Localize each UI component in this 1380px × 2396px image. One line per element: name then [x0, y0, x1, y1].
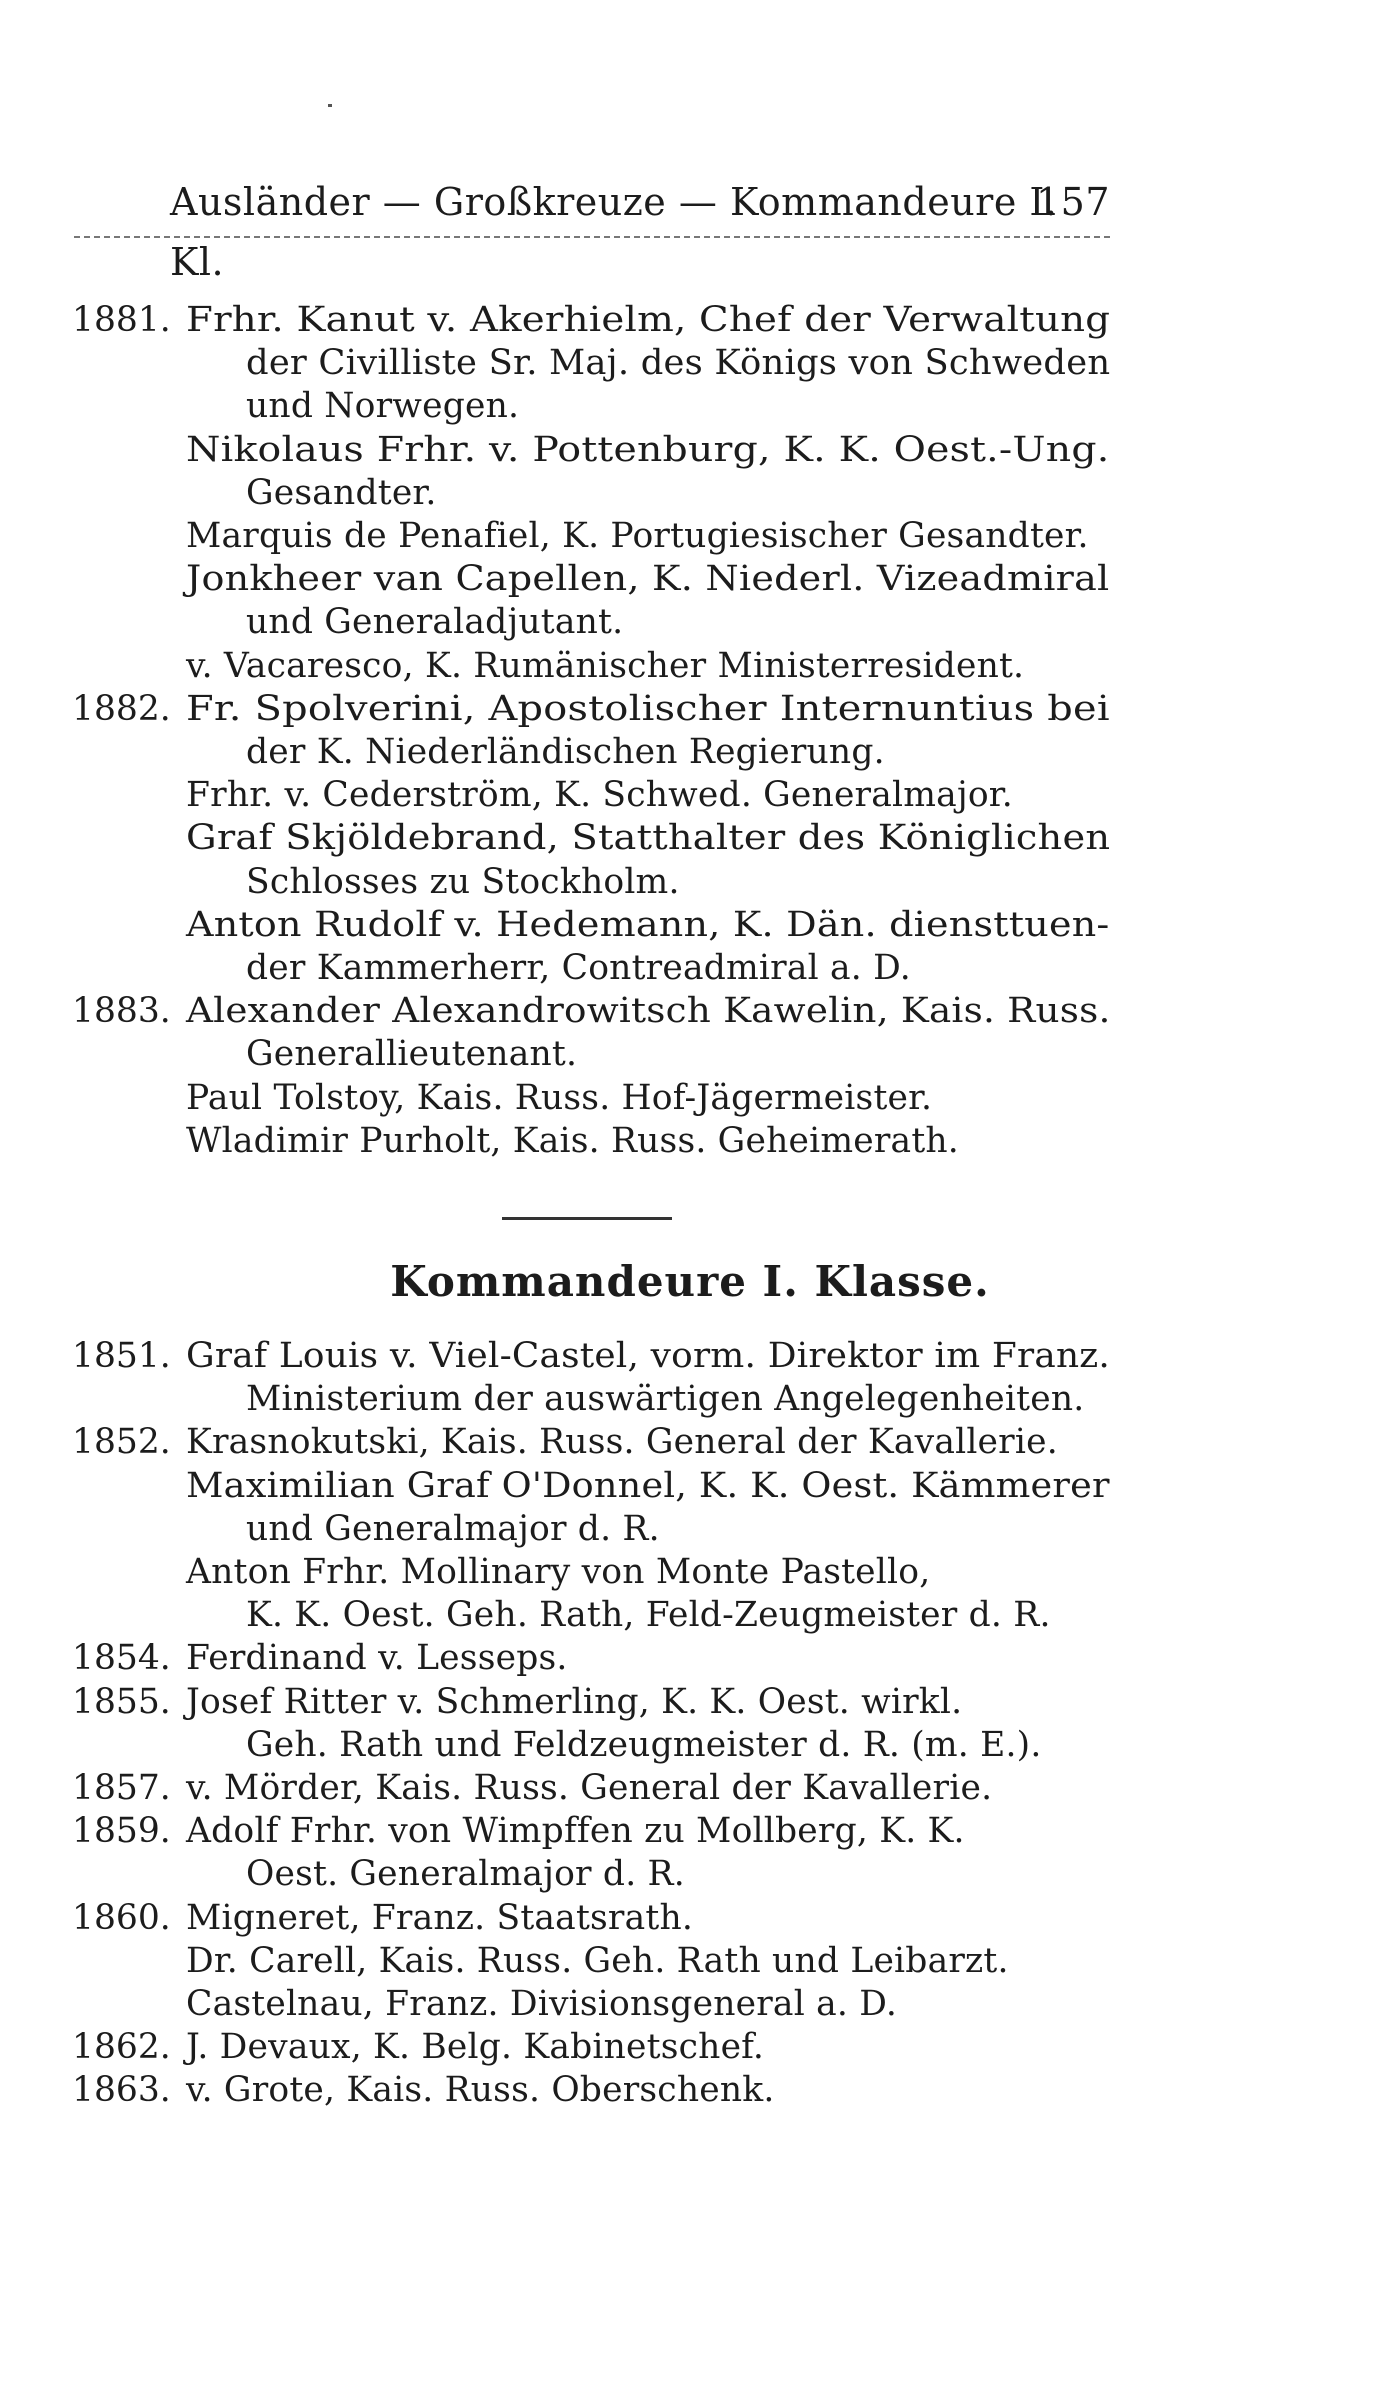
entry-continuation-line: der K. Niederländischen Regierung.	[246, 732, 885, 772]
entry-continuation-line: und Norwegen.	[246, 386, 520, 427]
entry-line: v. Mörder, Kais. Russ. General der Kavallerie.	[186, 1768, 993, 1808]
entry-year: 1862.	[72, 2027, 171, 2068]
section-divider	[502, 1217, 672, 1220]
entry-continuation-line: der Civilliste Sr. Maj. des Königs von Schweden	[246, 343, 1111, 384]
entry-line: Fr. Spolverini, Apostolischer Internuntius bei	[186, 688, 1110, 729]
entry-line: Ferdinand v. Lesseps.	[186, 1638, 568, 1679]
entry-continuation-line: Generallieutenant.	[246, 1034, 578, 1075]
entry-continuation-line: Oest. Generalmajor d. R.	[246, 1854, 685, 1895]
entry-line: Anton Rudolf v. Hedemann, K. Dän. diensttuen-	[186, 904, 1110, 945]
entry-line: Maximilian Graf O'Donnel, K. K. Oest. Kämmerer	[186, 1465, 1110, 1506]
entry-year: 1863.	[72, 2070, 171, 2111]
entry-year: 1854.	[72, 1638, 171, 1679]
entry-line: Paul Tolstoy, Kais. Russ. Hof-Jägermeister.	[186, 1077, 933, 1118]
entry-line: Dr. Carell, Kais. Russ. Geh. Rath und Leibarzt.	[186, 1940, 1009, 1981]
entry-year: 1852.	[72, 1422, 171, 1463]
section-title: Kommandeure I. Klasse.	[390, 1257, 990, 1306]
entry-continuation-line: Ministerium der auswärtigen Angelegenheiten.	[246, 1379, 1085, 1420]
entry-line: Frhr. v. Cederström, K. Schwed. Generalmajor.	[186, 775, 1013, 816]
entry-line: Frhr. Kanut v. Akerhielm, Chef der Verwaltung	[186, 300, 1111, 340]
entry-year: 1851.	[72, 1336, 171, 1376]
entry-line: Graf Louis v. Viel-Castel, vorm. Direktor im Franz.	[186, 1336, 1110, 1376]
entry-line: Josef Ritter v. Schmerling, K. K. Oest. wirkl.	[186, 1681, 963, 1722]
entry-line: Migneret, Franz. Staatsrath.	[186, 1897, 694, 1938]
entry-year: 1881.	[72, 300, 171, 340]
entry-line: Alexander Alexandrowitsch Kawelin, Kais. Russ.	[186, 991, 1111, 1032]
entry-line: Krasnokutski, Kais. Russ. General der Kavallerie.	[186, 1422, 1058, 1463]
header-title: Ausländer — Großkreuze — Kommandeure I. Kl.	[170, 180, 1058, 284]
header-rule	[74, 236, 1110, 238]
entry-continuation-line: K. K. Oest. Geh. Rath, Feld-Zeugmeister d. R.	[246, 1595, 1051, 1636]
entry-continuation-line: Geh. Rath und Feldzeugmeister d. R. (m. E.).	[246, 1724, 1042, 1765]
entry-line: Marquis de Penafiel, K. Portugiesischer Gesandter.	[186, 516, 1089, 556]
entry-line: Castelnau, Franz. Divisionsgeneral a. D.	[186, 1984, 898, 2024]
entry-year: 1857.	[72, 1768, 171, 1808]
speck-mark	[328, 104, 332, 107]
entry-continuation-line: Gesandter.	[246, 472, 437, 513]
entry-year: 1855.	[72, 1681, 171, 1722]
page-number: 157	[1035, 180, 1110, 224]
running-header	[170, 172, 1110, 284]
entry-line: v. Vacaresco, K. Rumänischer Ministerresident.	[186, 645, 1025, 686]
entry-line: v. Grote, Kais. Russ. Oberschenk.	[186, 2070, 775, 2111]
entry-year: 1860.	[72, 1897, 171, 1938]
entry-continuation-line: und Generaladjutant.	[246, 602, 624, 643]
entry-line: J. Devaux, K. Belg. Kabinetschef.	[186, 2027, 765, 2068]
entry-continuation-line: und Generalmajor d. R.	[246, 1508, 660, 1549]
entry-line: Nikolaus Frhr. v. Pottenburg, K. K. Oest.-Ung.	[186, 429, 1110, 470]
entry-line: Anton Frhr. Mollinary von Monte Pastello,	[186, 1552, 931, 1592]
entry-continuation-line: der Kammerherr, Contreadmiral a. D.	[246, 948, 911, 988]
entry-year: 1859.	[72, 1811, 171, 1852]
entry-line: Wladimir Purholt, Kais. Russ. Geheimerath.	[186, 1120, 959, 1161]
entry-line: Adolf Frhr. von Wimpffen zu Mollberg, K. K.	[186, 1811, 965, 1852]
entry-continuation-line: Schlosses zu Stockholm.	[246, 861, 680, 902]
entry-year: 1882.	[72, 688, 171, 729]
entry-line: Jonkheer van Capellen, K. Niederl. Vizeadmiral	[186, 559, 1110, 600]
entry-year: 1883.	[72, 991, 171, 1032]
entry-line: Graf Skjöldebrand, Statthalter des Königlichen	[186, 818, 1111, 859]
